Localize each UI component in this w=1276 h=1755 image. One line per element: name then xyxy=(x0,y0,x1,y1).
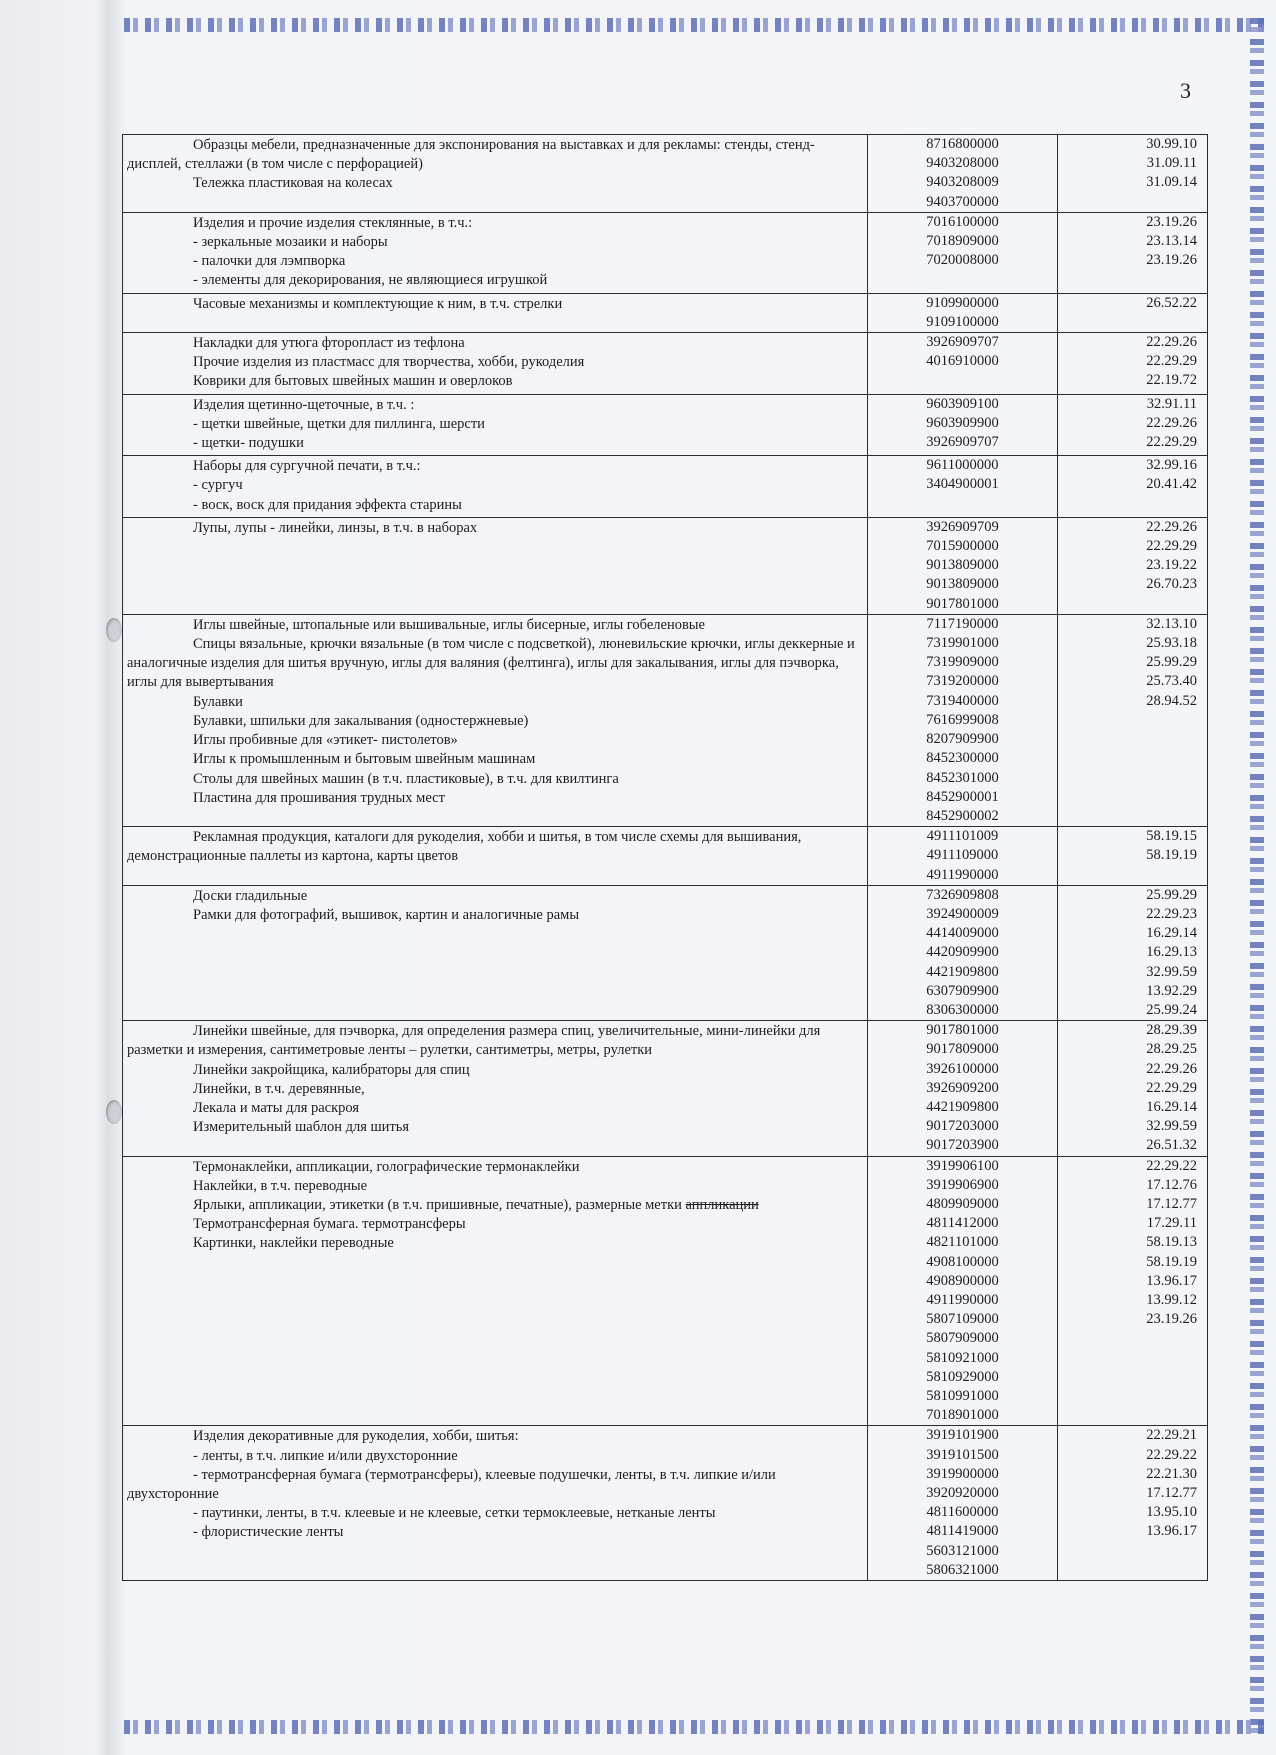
tnved-code: 7319909000 xyxy=(926,654,999,671)
tnved-code: 5810929000 xyxy=(926,1368,999,1385)
ornamental-border-bottom xyxy=(124,1720,1264,1734)
table-row xyxy=(123,135,1208,213)
okpd-code: 26.51.32 xyxy=(1146,1137,1197,1154)
description-line: Иглы к промышленным и бытовым швейным машинам xyxy=(193,751,536,768)
description-line: Коврики для бытовых швейных машин и оверлоков xyxy=(193,373,513,390)
tnved-code-cell xyxy=(868,333,1058,395)
description-line: Термонаклейки, аппликации, голографические термонаклейки xyxy=(193,1158,580,1175)
okpd-code: 22.29.29 xyxy=(1146,353,1197,370)
tnved-code: 9017801000 xyxy=(926,595,999,612)
tnved-code: 9013809000 xyxy=(926,576,999,593)
tnved-code: 9017801000 xyxy=(926,1022,999,1039)
product-description-cell xyxy=(123,1021,868,1156)
tnved-code: 3924900009 xyxy=(926,905,999,922)
okpd-code: 13.96.17 xyxy=(1146,1272,1197,1289)
table-row xyxy=(123,1156,1208,1426)
description-line: - щетки- подушки xyxy=(193,435,304,452)
tnved-code: 5807909000 xyxy=(926,1330,999,1347)
okpd-code: 30.99.10 xyxy=(1146,136,1197,152)
okpd-code: 20.41.42 xyxy=(1146,476,1197,493)
tnved-code: 7018901000 xyxy=(926,1407,999,1424)
tnved-code: 9403208000 xyxy=(926,155,999,172)
tnved-code: 4421909800 xyxy=(926,1098,999,1115)
tnved-code-cell xyxy=(868,885,1058,1020)
tnved-code: 4911101009 xyxy=(926,828,999,845)
tnved-code: 5603121000 xyxy=(926,1542,999,1559)
okpd-code-cell xyxy=(1058,517,1208,614)
description-line: - флористические ленты xyxy=(193,1524,344,1541)
tnved-code: 5806321000 xyxy=(926,1561,999,1578)
okpd-code: 25.93.18 xyxy=(1146,635,1197,652)
okpd-code: 31.09.14 xyxy=(1146,174,1197,191)
tnved-code: 3926909200 xyxy=(926,1079,999,1096)
okpd-code: 22.29.21 xyxy=(1146,1427,1197,1444)
tnved-code: 4908100000 xyxy=(926,1253,999,1270)
tnved-code: 9611000000 xyxy=(926,457,999,474)
punch-hole xyxy=(106,618,122,642)
tnved-code: 8306300000 xyxy=(926,1001,999,1018)
tnved-code: 4414009000 xyxy=(926,925,999,942)
okpd-code: 32.99.16 xyxy=(1146,457,1197,474)
description-line: Ярлыки, аппликации, этикетки (в т.ч. пришивные, печатные), размерные метки аппликации xyxy=(193,1196,759,1213)
okpd-code: 16.29.13 xyxy=(1146,944,1197,961)
tnved-code: 9603909900 xyxy=(926,414,999,431)
okpd-code: 13.92.29 xyxy=(1146,982,1197,999)
description-line: Измерительный шаблон для шитья xyxy=(193,1119,410,1136)
okpd-code-cell xyxy=(1058,1156,1208,1426)
tnved-code: 9603909100 xyxy=(926,395,999,412)
product-description-cell xyxy=(123,293,868,332)
tnved-code: 9109900000 xyxy=(926,294,999,311)
table-row xyxy=(123,212,1208,293)
tnved-code: 5810921000 xyxy=(926,1349,999,1366)
tnved-code: 4811412000 xyxy=(926,1215,999,1232)
okpd-code: 26.52.22 xyxy=(1146,294,1197,311)
tnved-code: 4911109000 xyxy=(926,847,999,864)
tnved-code-cell xyxy=(868,293,1058,332)
product-description-cell xyxy=(123,1426,868,1581)
product-description-cell xyxy=(123,517,868,614)
okpd-code: 22.29.22 xyxy=(1146,1446,1197,1463)
okpd-code: 22.29.26 xyxy=(1146,334,1197,351)
goods-table xyxy=(122,134,1208,1581)
tnved-code-cell xyxy=(868,1156,1058,1426)
okpd-code: 22.29.26 xyxy=(1146,414,1197,431)
tnved-code: 4821101000 xyxy=(926,1234,999,1251)
tnved-code: 9017809000 xyxy=(926,1041,999,1058)
tnved-code: 3919900000 xyxy=(926,1465,999,1482)
okpd-code: 58.19.19 xyxy=(1146,1253,1197,1270)
okpd-code: 22.19.72 xyxy=(1146,372,1197,389)
okpd-code: 23.13.14 xyxy=(1146,233,1197,250)
okpd-code: 23.19.26 xyxy=(1146,252,1197,269)
okpd-code: 32.13.10 xyxy=(1146,615,1197,632)
description-line: Спицы вязальные, крючки вязальные (в том числе с подсветкой), люневильские крючки, иглы деккерные и аналогичные изделия для шитья вручную, иглы для валяния (фелтинга), иглы для закалывания, иглы для пэчворка, иглы для вывертывания xyxy=(127,636,855,691)
okpd-code: 22.29.29 xyxy=(1146,1079,1197,1096)
okpd-code: 13.96.17 xyxy=(1146,1523,1197,1540)
okpd-code: 16.29.14 xyxy=(1146,925,1197,942)
product-description-cell xyxy=(123,333,868,395)
tnved-code: 4908900000 xyxy=(926,1272,999,1289)
description-line: Образцы мебели, предназначенные для экспонирования на выставках и для рекламы: стенды, стенд-дисплей, стеллажи (в том числе с перфорацией) xyxy=(127,137,815,173)
tnved-code-cell xyxy=(868,1021,1058,1156)
tnved-code: 4911990000 xyxy=(926,866,999,883)
description-line: Булавки, шпильки для закалывания (одностержневые) xyxy=(193,712,529,729)
tnved-code: 4421909800 xyxy=(926,963,999,980)
tnved-code: 7018909000 xyxy=(926,233,999,250)
description-line: Изделия и прочие изделия стеклянные, в т.ч.: xyxy=(193,214,473,231)
product-description-cell xyxy=(123,1156,868,1426)
tnved-code: 3926909707 xyxy=(926,434,999,451)
tnved-code: 7020008000 xyxy=(926,252,999,269)
table-row xyxy=(123,1426,1208,1581)
okpd-code-cell xyxy=(1058,456,1208,518)
okpd-code: 32.99.59 xyxy=(1146,963,1197,980)
description-line: Накладки для утюга фторопласт из тефлона xyxy=(193,335,465,352)
tnved-code: 9017203900 xyxy=(926,1137,999,1154)
okpd-code: 17.29.11 xyxy=(1146,1215,1197,1232)
tnved-code: 4016910000 xyxy=(926,353,999,370)
okpd-code-cell xyxy=(1058,885,1208,1020)
okpd-code-cell xyxy=(1058,1426,1208,1581)
tnved-code: 9403700000 xyxy=(926,193,999,210)
description-line: Наборы для сургучной печати, в т.ч.: xyxy=(193,458,421,475)
tnved-code: 3919101900 xyxy=(926,1427,999,1444)
description-line: Тележка пластиковая на колесах xyxy=(193,175,393,192)
okpd-code: 22.21.30 xyxy=(1146,1465,1197,1482)
tnved-code: 8452301000 xyxy=(926,769,999,786)
okpd-code: 22.29.29 xyxy=(1146,538,1197,555)
tnved-code: 9403208009 xyxy=(926,174,999,191)
tnved-code-cell xyxy=(868,135,1058,213)
description-line: - палочки для лэмпворка xyxy=(193,253,346,270)
table-row xyxy=(123,293,1208,332)
tnved-code: 9109100000 xyxy=(926,313,999,330)
description-line: Линейки, в т.ч. деревянные, xyxy=(193,1080,365,1097)
tnved-code: 3404900001 xyxy=(926,476,999,493)
tnved-code: 3919906100 xyxy=(926,1157,999,1174)
table-row xyxy=(123,827,1208,886)
tnved-code: 8452900001 xyxy=(926,788,999,805)
description-line: Доски гладильные xyxy=(193,887,308,904)
tnved-code-cell xyxy=(868,212,1058,293)
description-line: Изделия щетинно-щеточные, в т.ч. : xyxy=(193,396,415,413)
okpd-code: 28.29.25 xyxy=(1146,1041,1197,1058)
description-line: Прочие изделия из пластмасс для творчества, хобби, рукоделия xyxy=(193,354,585,371)
okpd-code: 31.09.11 xyxy=(1146,155,1197,172)
tnved-code: 4809909000 xyxy=(926,1195,999,1212)
table-row xyxy=(123,517,1208,614)
description-line: Лупы, лупы - линейки, линзы, в т.ч. в наборах xyxy=(193,519,478,536)
tnved-code: 5810991000 xyxy=(926,1388,999,1404)
tnved-code: 7319400000 xyxy=(926,692,999,709)
okpd-code: 25.99.29 xyxy=(1146,654,1197,671)
okpd-code-cell xyxy=(1058,394,1208,456)
description-line: Изделия декоративные для рукоделия, хобби, шитья: xyxy=(193,1428,519,1445)
tnved-code: 7016100000 xyxy=(926,213,999,230)
description-line: - паутинки, ленты, в т.ч. клеевые и не клеевые, сетки термоклеевые, нетканые ленты xyxy=(193,1505,716,1522)
okpd-code: 17.12.77 xyxy=(1146,1195,1197,1212)
okpd-code: 22.29.26 xyxy=(1146,518,1197,535)
description-line: Часовые механизмы и комплектующие к ним, в т.ч. стрелки xyxy=(193,295,563,312)
okpd-code: 25.99.29 xyxy=(1146,886,1197,903)
tnved-code: 8207909900 xyxy=(926,731,999,748)
description-line: - термотрансферная бумага (термотрансферы), клеевые подушечки, ленты, в т.ч. липкие и/или двухсторонние xyxy=(127,1466,776,1503)
tnved-code-cell xyxy=(868,1426,1058,1581)
tnved-code-cell xyxy=(868,394,1058,456)
okpd-code-cell xyxy=(1058,333,1208,395)
description-line: - ленты, в т.ч. липкие и/или двухсторонние xyxy=(193,1447,458,1464)
okpd-code-cell xyxy=(1058,614,1208,826)
description-line: - элементы для декорирования, не являющиеся игрушкой xyxy=(193,272,548,289)
okpd-code: 58.19.19 xyxy=(1146,847,1197,864)
description-line: Картинки, наклейки переводные xyxy=(193,1235,394,1252)
okpd-code: 26.70.23 xyxy=(1146,576,1197,593)
description-line: - щетки швейные, щетки для пиллинга, шерсти xyxy=(193,415,485,432)
tnved-code: 3920920000 xyxy=(926,1485,999,1502)
description-line: Рамки для фотографий, вышивок, картин и аналогичные рамы xyxy=(193,906,580,923)
tnved-code: 4811419000 xyxy=(926,1523,999,1540)
table-row xyxy=(123,614,1208,826)
tnved-code: 3926100000 xyxy=(926,1060,999,1077)
description-line: Наклейки, в т.ч. переводные xyxy=(193,1177,368,1194)
tnved-code: 4811600000 xyxy=(926,1504,999,1521)
ornamental-border-right xyxy=(1250,18,1264,1734)
page-number: 3 xyxy=(1180,78,1191,103)
tnved-code: 8452900002 xyxy=(926,807,999,824)
tnved-code: 8716800000 xyxy=(926,136,999,152)
table-row xyxy=(123,394,1208,456)
description-line: Столы для швейных машин (в т.ч. пластиковые), в т.ч. для квилтинга xyxy=(193,770,619,787)
tnved-code: 4420909900 xyxy=(926,944,999,961)
tnved-code: 3926909709 xyxy=(926,518,999,535)
description-line: Термотрансферная бумага. термотрансферы xyxy=(193,1216,466,1233)
okpd-code: 13.99.12 xyxy=(1146,1291,1197,1308)
okpd-code: 32.99.59 xyxy=(1146,1118,1197,1135)
tnved-code: 7117190000 xyxy=(926,615,999,632)
description-line: - зеркальные мозаики и наборы xyxy=(193,234,388,251)
okpd-code: 16.29.14 xyxy=(1146,1098,1197,1115)
description-line: Линейки закройщика, калибраторы для спиц xyxy=(193,1061,470,1078)
description-line: Линейки швейные, для пэчворка, для определения размера спиц, увеличительные, мини-линейки для разметки и измерения, сантиметровые ленты – рулетки, сантиметры, метры, рулетки xyxy=(127,1023,821,1059)
tnved-code-cell xyxy=(868,614,1058,826)
tnved-code: 9017203000 xyxy=(926,1118,999,1135)
okpd-code: 28.94.52 xyxy=(1146,692,1197,709)
tnved-code: 7616999008 xyxy=(926,711,999,728)
tnved-code: 3919101500 xyxy=(926,1446,999,1463)
tnved-code: 5807109000 xyxy=(926,1311,999,1328)
tnved-code: 3926909707 xyxy=(926,334,999,351)
tnved-code: 4911990000 xyxy=(926,1291,999,1308)
tnved-code: 8452300000 xyxy=(926,750,999,767)
okpd-code: 17.12.77 xyxy=(1146,1485,1197,1502)
okpd-code-cell xyxy=(1058,135,1208,213)
punch-hole xyxy=(106,1100,122,1124)
table-row xyxy=(123,885,1208,1020)
tnved-code: 7015900000 xyxy=(926,538,999,555)
okpd-code: 23.19.22 xyxy=(1146,557,1197,574)
product-description-cell xyxy=(123,827,868,886)
description-line: Булавки xyxy=(193,693,243,710)
description-line: Иглы швейные, штопальные или вышивальные, иглы бисерные, иглы гобеленовые xyxy=(193,616,705,633)
struck-out-text: аппликации xyxy=(685,1196,759,1213)
okpd-code: 22.29.23 xyxy=(1146,905,1197,922)
description-line: - сургуч xyxy=(193,477,243,494)
product-description-cell xyxy=(123,212,868,293)
tnved-code-cell xyxy=(868,827,1058,886)
tnved-code: 6307909900 xyxy=(926,982,999,999)
tnved-code: 3919906900 xyxy=(926,1176,999,1193)
okpd-code-cell xyxy=(1058,293,1208,332)
okpd-code: 23.19.26 xyxy=(1146,1311,1197,1328)
description-line: Пластина для прошивания трудных мест xyxy=(193,789,445,806)
description-line: Иглы пробивные для «этикет- пистолетов» xyxy=(193,732,458,749)
okpd-code: 22.29.29 xyxy=(1146,434,1197,451)
okpd-code: 28.29.39 xyxy=(1146,1022,1197,1039)
okpd-code-cell xyxy=(1058,827,1208,886)
product-description-cell xyxy=(123,135,868,213)
table-row xyxy=(123,1021,1208,1156)
okpd-code: 32.91.11 xyxy=(1146,395,1197,412)
description-line: Рекламная продукция, каталоги для рукоделия, хобби и шитья, в том числе схемы для вышивания, демонстрационные паллеты из картона, карты цветов xyxy=(127,829,802,865)
okpd-code-cell xyxy=(1058,212,1208,293)
tnved-code: 7319901000 xyxy=(926,635,999,652)
okpd-code: 13.95.10 xyxy=(1146,1504,1197,1521)
okpd-code: 58.19.13 xyxy=(1146,1234,1197,1251)
okpd-code-cell xyxy=(1058,1021,1208,1156)
okpd-code: 22.29.22 xyxy=(1146,1157,1197,1174)
ornamental-border-top xyxy=(124,18,1264,32)
okpd-code: 58.19.15 xyxy=(1146,828,1197,845)
product-description-cell xyxy=(123,456,868,518)
product-description-cell xyxy=(123,885,868,1020)
description-line: - воск, воск для придания эффекта старины xyxy=(193,496,462,513)
okpd-code: 23.19.26 xyxy=(1146,213,1197,230)
tnved-code: 7319200000 xyxy=(926,673,999,690)
okpd-code: 25.99.24 xyxy=(1146,1001,1197,1018)
table-row xyxy=(123,333,1208,395)
product-description-cell xyxy=(123,394,868,456)
product-description-cell xyxy=(123,614,868,826)
tnved-code: 9013809000 xyxy=(926,557,999,574)
okpd-code: 25.73.40 xyxy=(1146,673,1197,690)
table-row xyxy=(123,456,1208,518)
tnved-code-cell xyxy=(868,456,1058,518)
tnved-code: 7326909808 xyxy=(926,886,999,903)
tnved-code-cell xyxy=(868,517,1058,614)
okpd-code: 17.12.76 xyxy=(1146,1176,1197,1193)
okpd-code: 22.29.26 xyxy=(1146,1060,1197,1077)
description-line: Лекала и маты для раскроя xyxy=(193,1099,360,1116)
